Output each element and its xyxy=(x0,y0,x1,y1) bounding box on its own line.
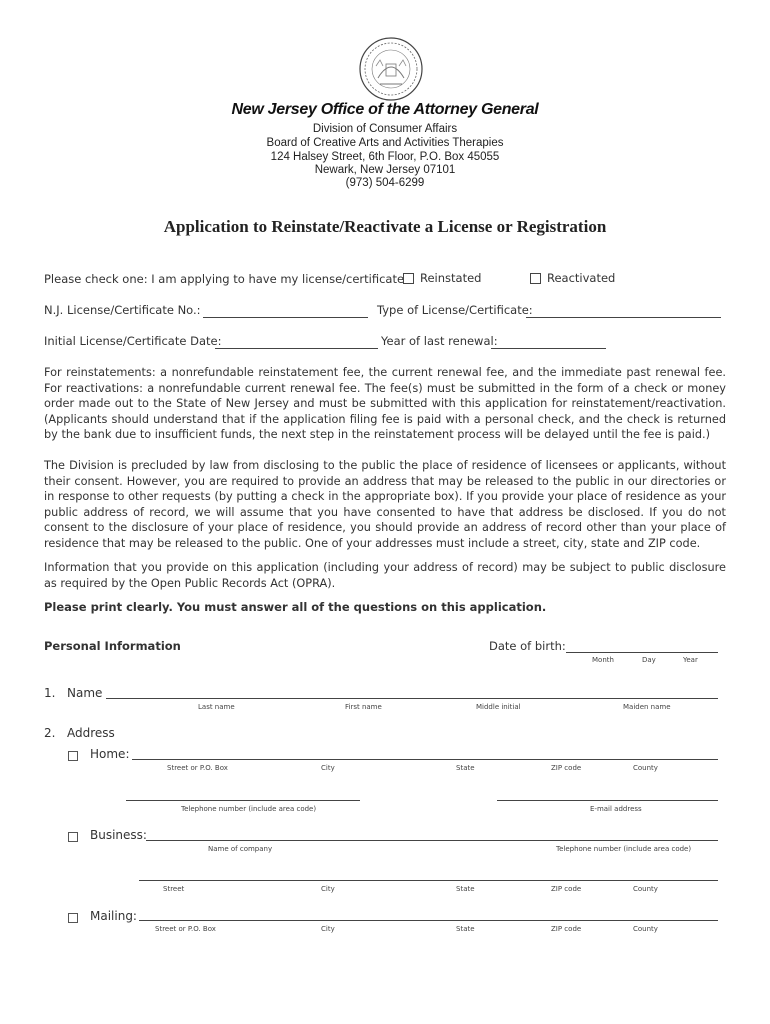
street-address: 124 Halsey Street, 6th Floor, P.O. Box 45055 xyxy=(270,151,500,163)
business-telephone-caption: Telephone number (include area code) xyxy=(556,845,692,853)
phone-number: (973) 504-6299 xyxy=(345,177,425,189)
license-type-label: Type of License/Certificate: xyxy=(377,303,533,317)
name-field[interactable] xyxy=(106,698,718,699)
home-address-field[interactable] xyxy=(132,759,718,760)
home-zip-caption: ZIP code xyxy=(551,764,582,772)
reinstated-checkbox[interactable] xyxy=(403,273,414,284)
mailing-city-caption: City xyxy=(321,925,335,933)
address-label: Address xyxy=(67,726,115,740)
initial-date-field[interactable] xyxy=(215,348,378,349)
print-clearly-instruction: Please print clearly. You must answer all of the questions on this application. xyxy=(44,600,547,614)
reactivated-label: Reactivated xyxy=(547,271,616,285)
license-no-field[interactable] xyxy=(203,317,368,318)
mailing-label: Mailing: xyxy=(90,909,137,923)
last-name-caption: Last name xyxy=(198,703,235,711)
home-street-caption: Street or P.O. Box xyxy=(167,764,228,772)
business-company-field[interactable] xyxy=(146,840,718,841)
license-type-field[interactable] xyxy=(526,317,721,318)
name-item-number: 1. xyxy=(44,686,56,700)
maiden-name-caption: Maiden name xyxy=(623,703,671,711)
home-state-caption: State xyxy=(456,764,475,772)
dob-label: Date of birth: xyxy=(489,639,566,653)
home-telephone-caption: Telephone number (include area code) xyxy=(181,805,317,813)
dob-month-caption: Month xyxy=(592,656,614,664)
opra-notice: Information that you provide on this application (including your address of record) may be subject to public disclosure as required by the Open Public Records Act (OPRA). xyxy=(44,561,726,590)
form-title: Application to Reinstate/Reactivate a License or Registration xyxy=(163,217,607,236)
mailing-address-field[interactable] xyxy=(139,920,718,921)
email-field[interactable] xyxy=(497,800,718,801)
business-city-caption: City xyxy=(321,885,335,893)
dob-year-caption: Year xyxy=(683,656,698,664)
last-renewal-label: Year of last renewal: xyxy=(381,334,498,348)
business-zip-caption: ZIP code xyxy=(551,885,582,893)
privacy-notice: The Division is precluded by law from disclosing to the public the place of residence of licensees or applicants, without their consent. However, you are required to provide an address that may be released to the public in our directories or in response to other requests (by putting a check in the appropriate box). If you provide your place of residence as your public address of record, we will assume that you have consented to have that address be disclosed. If you do not consent to the disclosure of your place of residence, you should provide an address of record other than your place of residence that may be released to the public. One of your addresses must include a street, city, state and ZIP code. xyxy=(44,459,726,550)
initial-date-label: Initial License/Certificate Date: xyxy=(44,334,222,348)
company-name-caption: Name of company xyxy=(208,845,273,853)
personal-info-heading: Personal Information xyxy=(44,639,181,653)
business-address-field[interactable] xyxy=(139,880,718,881)
mailing-address-checkbox[interactable] xyxy=(68,913,78,923)
reactivated-checkbox[interactable] xyxy=(530,273,541,284)
dob-field[interactable] xyxy=(566,652,718,653)
home-address-checkbox[interactable] xyxy=(68,751,78,761)
business-address-checkbox[interactable] xyxy=(68,832,78,842)
business-state-caption: State xyxy=(456,885,475,893)
agency-name: New Jersey Office of the Attorney General xyxy=(231,101,539,118)
last-renewal-field[interactable] xyxy=(491,348,606,349)
first-name-caption: First name xyxy=(345,703,382,711)
home-county-caption: County xyxy=(633,764,658,772)
reinstated-label: Reinstated xyxy=(420,271,482,285)
address-item-number: 2. xyxy=(44,726,56,740)
division-name: Division of Consumer Affairs xyxy=(312,123,458,135)
reactivated-option[interactable] xyxy=(530,271,615,285)
state-seal-logo xyxy=(358,36,424,102)
business-county-caption: County xyxy=(633,885,658,893)
business-street-caption: Street xyxy=(163,885,185,893)
mailing-county-caption: County xyxy=(633,925,658,933)
mailing-street-caption: Street or P.O. Box xyxy=(155,925,216,933)
mailing-state-caption: State xyxy=(456,925,475,933)
city-address: Newark, New Jersey 07101 xyxy=(314,164,456,176)
mailing-zip-caption: ZIP code xyxy=(551,925,582,933)
home-city-caption: City xyxy=(321,764,335,772)
board-name: Board of Creative Arts and Activities Therapies xyxy=(266,137,504,149)
fee-instructions: For reinstatements: a nonrefundable reinstatement fee, the current renewal fee, and the immediate past renewal fee. For reactivations: a nonrefundable current renewal fee. The fee(s) must be submitted in the form of a check or money order made out to the State of New Jersey and must be submitted with this application for reinstatement/reactivation. (Applicants should understand that if the application filing fee is paid with a personal check, and the check is returned by the bank due to insufficient funds, the next step in the reinstatement process will be delayed until the fee is paid.) xyxy=(44,366,726,441)
home-label: Home: xyxy=(90,747,130,761)
check-prompt: Please check one: I am applying to have my license/certificate xyxy=(44,272,405,286)
dob-day-caption: Day xyxy=(642,656,656,664)
reinstated-option[interactable] xyxy=(403,271,481,285)
name-label: Name xyxy=(67,686,103,700)
home-telephone-field[interactable] xyxy=(126,800,360,801)
license-no-label: N.J. License/Certificate No.: xyxy=(44,303,201,317)
middle-initial-caption: Middle initial xyxy=(476,703,521,711)
business-label: Business: xyxy=(90,828,147,842)
email-caption: E-mail address xyxy=(590,805,642,813)
